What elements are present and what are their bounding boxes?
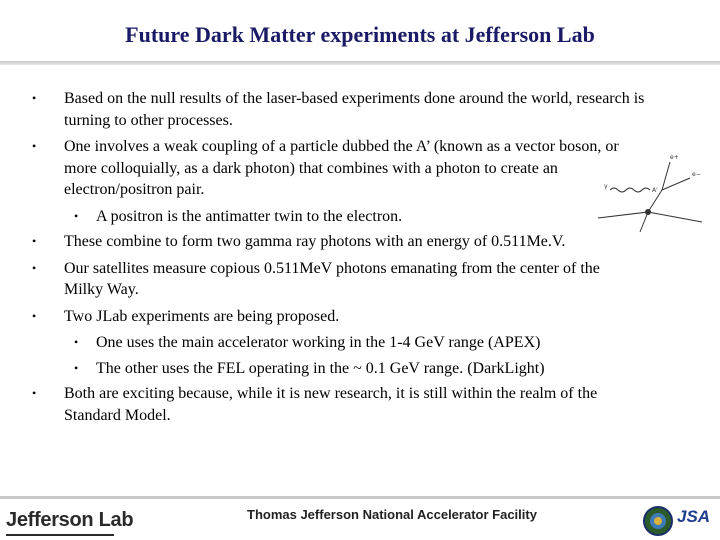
sub-bullet-item	[30, 358, 650, 380]
logo-underline	[6, 534, 114, 536]
bullet-item	[30, 258, 624, 301]
bullet-item	[30, 136, 619, 201]
title-divider	[0, 61, 720, 65]
slide-title: Future Dark Matter experiments at Jefferson Lab	[125, 22, 595, 47]
e-minus-label: e−	[692, 171, 701, 178]
bullet-list	[30, 88, 650, 431]
facility-name: Thomas Jefferson National Accelerator Facility	[247, 507, 537, 522]
bullet-text: These combine to form two gamma ray photons with an energy of 0.511Me.V.	[64, 233, 566, 250]
bullet-marker: •	[74, 335, 79, 349]
vertex-dot	[645, 209, 651, 215]
bullet-text: Two JLab experiments are being proposed.	[64, 307, 340, 325]
e-plus-label: e+	[670, 154, 679, 161]
footer	[0, 500, 720, 540]
jsa-logo: JSA	[677, 507, 711, 526]
bullet-text: One uses the main accelerator working in the 1-4 GeV range (APEX)	[96, 334, 541, 351]
bullet-item	[30, 231, 650, 253]
bullet-text: Our satellites measure copious 0.511MeV photons emanating from the center of the Milky Way.	[64, 259, 600, 298]
bullet-marker: •	[32, 308, 37, 323]
bullet-item	[30, 306, 650, 328]
bullet-marker: •	[74, 360, 79, 375]
doe-seal-icon	[643, 506, 673, 536]
bullet-text: A positron is the antimatter twin to the electron.	[96, 207, 403, 225]
bullet-item	[30, 383, 624, 426]
bullet-marker: •	[74, 208, 79, 223]
bullet-marker: •	[32, 260, 37, 275]
bullet-text: Both are exciting because, while it is new research, it is still within the realm of the Standard Model.	[64, 385, 598, 424]
footer-divider	[0, 496, 720, 499]
bullet-marker: •	[32, 234, 37, 248]
bullet-text: The other uses the FEL operating in the ~ 0.1 GeV range. (DarkLight)	[96, 359, 545, 377]
bullet-text: One involves a weak coupling of a particle dubbed the A’ (known as a vector boson, or more colloquially, as a dark photon) that combines with a photon to create an electron/positron pair.	[64, 138, 619, 198]
bullet-marker: •	[32, 91, 37, 105]
bullet-item	[30, 88, 650, 131]
bullet-marker: •	[32, 386, 37, 400]
a-prime-label: A'	[652, 187, 658, 194]
jefferson-lab-logo: Jefferson Lab	[6, 509, 134, 531]
sub-bullet-item	[30, 332, 650, 354]
bullet-text: Based on the null results of the laser-based experiments done around the world, research is turning to other processes.	[64, 90, 645, 129]
feynman-diagram-icon	[590, 150, 710, 235]
bullet-marker: •	[32, 139, 37, 153]
gamma-label: γ	[604, 183, 608, 190]
sub-bullet-item	[30, 206, 650, 228]
